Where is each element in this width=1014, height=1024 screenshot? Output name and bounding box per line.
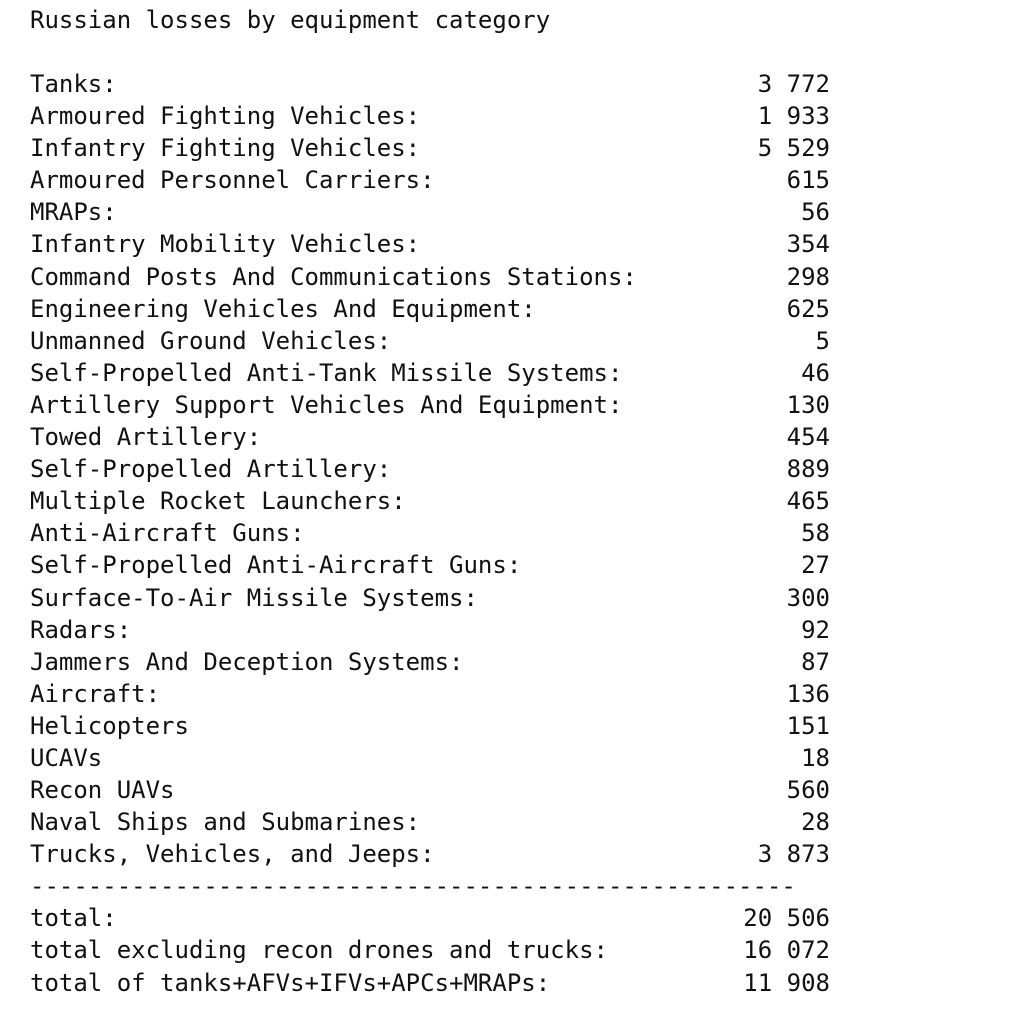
total-armour-row (30, 967, 830, 999)
category-value: 625 (786, 294, 830, 323)
category-label: Command Posts And Communications Stations: (30, 262, 637, 291)
category-label: Self-Propelled Anti-Aircraft Guns: (30, 551, 522, 580)
category-label: Armoured Personnel Carriers: (30, 166, 435, 195)
category-row-command-posts (30, 261, 830, 293)
category-row-imv (30, 228, 830, 260)
category-row-sam (30, 582, 830, 614)
category-value: 92 (801, 615, 830, 644)
category-value: 5 529 (757, 134, 830, 163)
category-label: Trucks, Vehicles, and Jeeps: (30, 840, 435, 869)
category-value: 18 (801, 743, 830, 772)
category-value: 46 (801, 358, 830, 387)
category-row-recon-uav (30, 774, 830, 806)
category-row-radars (30, 614, 830, 646)
category-row-tanks (30, 68, 830, 100)
category-row-sp-artillery (30, 453, 830, 485)
category-value: 3 873 (757, 840, 830, 869)
category-row-naval (30, 806, 830, 838)
category-label: Recon UAVs (30, 776, 175, 805)
category-value: 136 (786, 679, 830, 708)
total-label: total excluding recon drones and trucks: (30, 936, 608, 965)
category-label: UCAVs (30, 743, 103, 772)
total-value: 20 506 (743, 904, 830, 933)
category-row-apc (30, 164, 830, 196)
total-row (30, 902, 830, 934)
category-row-atgm (30, 357, 830, 389)
category-value: 3 772 (757, 70, 830, 98)
total-label: total of tanks+AFVs+IFVs+APCs+MRAPs: (30, 968, 551, 997)
category-value: 27 (801, 551, 830, 580)
category-value: 58 (801, 519, 830, 548)
category-label: Unmanned Ground Vehicles: (30, 326, 392, 355)
category-value: 5 (815, 326, 830, 355)
category-value: 28 (801, 808, 830, 837)
total-excluding-row (30, 934, 830, 966)
category-row-mlrs (30, 485, 830, 517)
category-row-artillery-support (30, 389, 830, 421)
category-row-mrap (30, 196, 830, 228)
category-value: 151 (786, 711, 830, 740)
category-label: Infantry Fighting Vehicles: (30, 134, 421, 163)
category-label: Jammers And Deception Systems: (30, 647, 464, 676)
category-row-aa-guns (30, 517, 830, 549)
category-row-engineering (30, 293, 830, 325)
category-label: Self-Propelled Artillery: (30, 455, 392, 484)
category-label: Artillery Support Vehicles And Equipment: (30, 390, 623, 419)
separator-line: ----------------------------------------------------- (30, 872, 796, 901)
total-value: 16 072 (743, 936, 830, 965)
category-label: Armoured Fighting Vehicles: (30, 102, 421, 131)
category-label: Tanks: (30, 70, 117, 98)
category-value: 465 (786, 487, 830, 516)
category-label: Multiple Rocket Launchers: (30, 487, 406, 516)
category-row-afv (30, 100, 830, 132)
category-row-trucks (30, 838, 830, 870)
category-value: 889 (786, 455, 830, 484)
category-label: Anti-Aircraft Guns: (30, 519, 305, 548)
category-value: 130 (786, 390, 830, 419)
category-row-jammers (30, 646, 830, 678)
category-label: Towed Artillery: (30, 423, 262, 452)
category-value: 454 (786, 423, 830, 452)
category-label: Self-Propelled Anti-Tank Missile Systems: (30, 358, 623, 387)
category-label: Helicopters (30, 711, 189, 740)
category-value: 298 (786, 262, 830, 291)
category-label: Surface-To-Air Missile Systems: (30, 583, 478, 612)
report-title: Russian losses by equipment category (30, 6, 551, 34)
category-label: Aircraft: (30, 679, 161, 708)
total-value: 11 908 (743, 968, 830, 997)
category-row-helicopters (30, 710, 830, 742)
category-row-ucav (30, 742, 830, 774)
blank-line (30, 36, 830, 68)
category-value: 1 933 (757, 102, 830, 131)
category-label: Infantry Mobility Vehicles: (30, 230, 421, 259)
category-row-aircraft (30, 678, 830, 710)
category-value: 87 (801, 647, 830, 676)
category-row-towed-artillery (30, 421, 830, 453)
category-label: MRAPs: (30, 198, 117, 227)
losses-report (30, 4, 830, 999)
category-value: 300 (786, 583, 830, 612)
category-row-ifv (30, 132, 830, 164)
category-value: 560 (786, 776, 830, 805)
category-label: Naval Ships and Submarines: (30, 808, 421, 837)
category-value: 354 (786, 230, 830, 259)
category-label: Radars: (30, 615, 132, 644)
category-label: Engineering Vehicles And Equipment: (30, 294, 536, 323)
category-row-ugv (30, 325, 830, 357)
category-value: 615 (786, 166, 830, 195)
category-row-spaag (30, 549, 830, 581)
category-value: 56 (801, 198, 830, 227)
total-label: total: (30, 904, 117, 933)
